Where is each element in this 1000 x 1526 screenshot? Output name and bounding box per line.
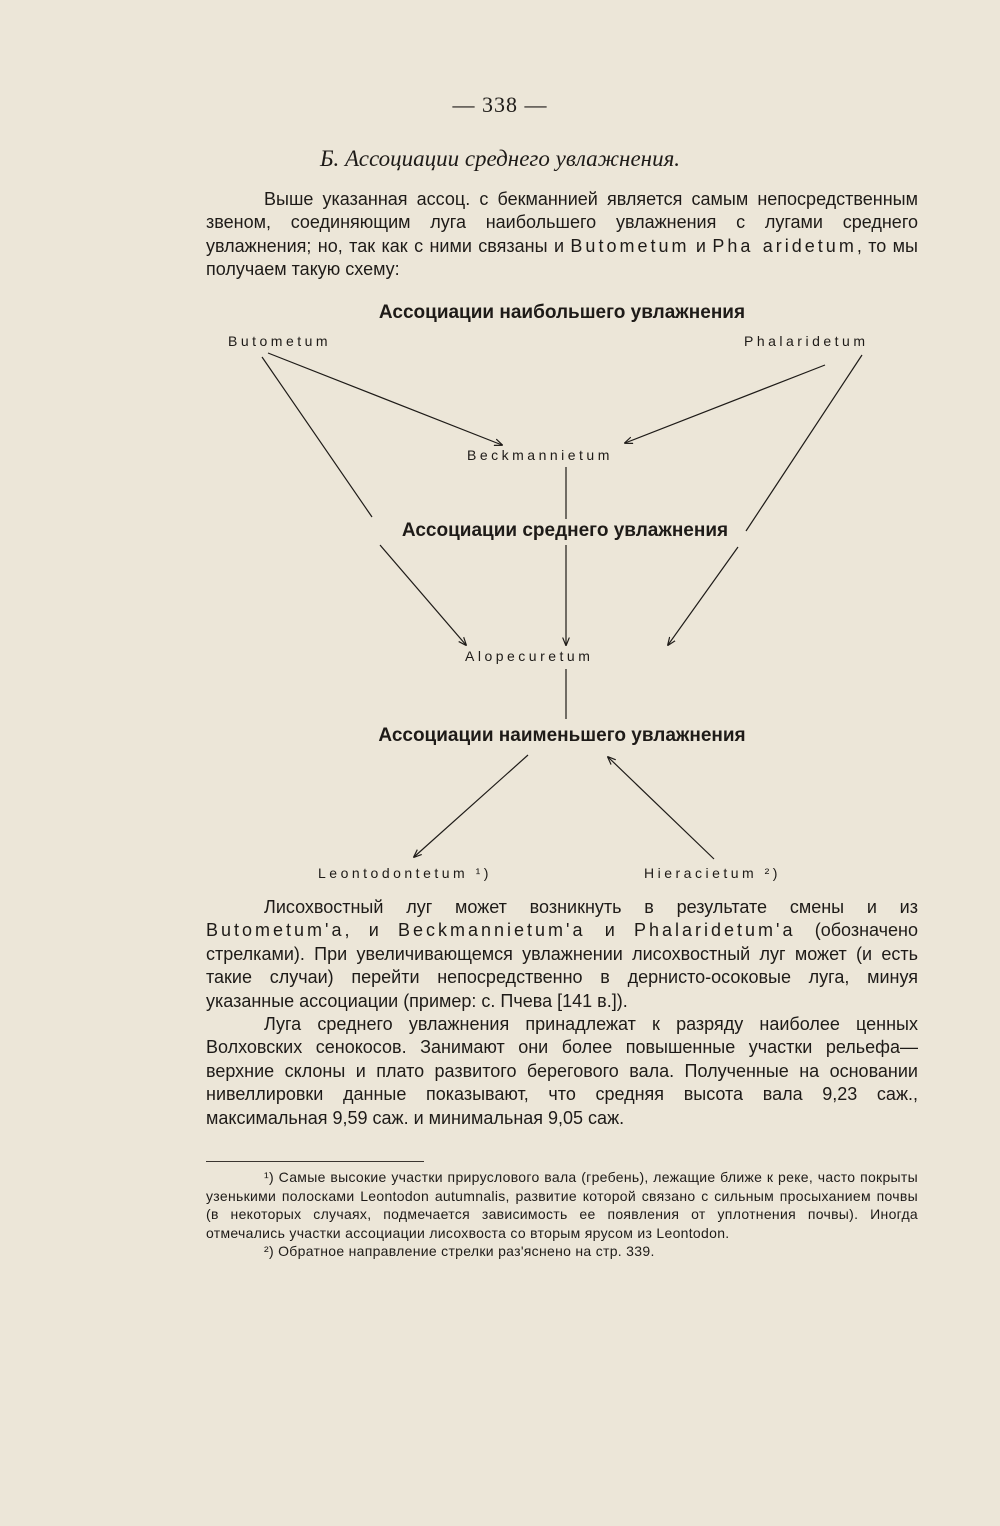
arrow-phalaridetum-to-alopecuretum [668,547,738,645]
heading-mid-moisture: Ассоциации среднего увлажнения [401,520,729,541]
intro-text-2: и [689,235,713,256]
body-paragraph-2: Луга среднего увлажнения принадлежат к разряду наиболее ценных Волховских сенокосов. Занимают они более повышенные участки рельефа—верхние склоны и плато развитого берегового вала. Полученные на основании нивеллировки данные показывают, что средняя высота вала 9,23 саж., максимальная 9,59 саж. и минимальная 9,05 саж. [206,1014,918,1128]
arrow-to-leontodontetum [414,755,528,857]
body-term-phalaridetum: Phalaridetum'a [633,920,796,941]
node-alopecuretum: Alopecuretum [465,648,594,664]
node-hieracietum: Hieracietum ²) [644,865,781,881]
heading-min-moisture: Ассоциации наименьшего увлажнения [378,725,746,746]
footnote-2: ²) Обратное направление стрелки раз'яснено на стр. 339. [264,1243,655,1259]
body-term-butometum: Butometum'a [206,920,345,941]
footnote-divider [206,1161,424,1162]
section-title: Б. Ассоциации среднего увлажнения. [319,146,681,171]
body-term-beckmannietum: Beckmannietum'a [397,920,586,941]
node-butometum: Butometum [228,333,332,349]
arrow-butometum-to-beckmannietum [268,353,502,445]
intro-text-1: Выше указанная ассоц. с бекманнией является самым непосредственным звеном, соединяющим луга наибольшего увлажнения с лугами среднего увлажнения; но, так как с ними связаны и [206,189,918,256]
line-phalaridetum-right-upper [746,355,862,531]
node-phalaridetum: Phalaridetum [744,333,869,349]
intro-term-butometum: Butometum [570,235,690,256]
page-number: — 338 — [452,92,548,117]
line-butometum-left-upper [262,357,372,517]
body-p1-text-c: и [585,920,634,941]
arrow-butometum-to-alopecuretum [380,545,466,645]
node-beckmannietum: Beckmannietum [467,447,613,463]
intro-term-phalaridetum: Pha aridetum [712,235,857,256]
arrow-hieracietum-reverse [608,757,714,859]
heading-max-moisture: Ассоциации наибольшего увлажнения [378,302,746,323]
node-leontodontetum: Leontodontetum ¹) [318,865,492,881]
body-p1-text-d: (обозначено стрелками). При увеличивающемся увлажнении лисохвостный луг может (и есть такие случаи) перейти непосредственно в дернисто-осоковые луга, минуя указанные ассоциации (пример: с. Пчева [141 в.]). [206,920,918,1011]
body-paragraph-1 [206,896,918,1013]
body-p1-text-a: Лисохвостный луг может возникнуть в результате смены и из [264,897,918,917]
intro-text-3: , то мы получаем такую схему: [206,235,918,280]
body-text [206,896,918,1130]
body-p1-text-b: , и [344,920,398,941]
arrow-phalaridetum-to-beckmannietum [625,365,825,443]
intro-paragraph [206,188,918,282]
footnotes [206,1168,918,1261]
footnote-1: ¹) Самые высокие участки прируслового вала (гребень), лежащие ближе к реке, часто покрыты узенькими полосками Leontodon autumnalis, развитие которой связано с сильным просыханием почвы (в некоторых случаях, подмечается зависимость ее появления от уплотнения почвы). Иногда отмечались участки ассоциации лисохвоста со вторым ярусом из Leontodon. [206,1169,918,1241]
association-scheme-diagram [0,295,1000,895]
